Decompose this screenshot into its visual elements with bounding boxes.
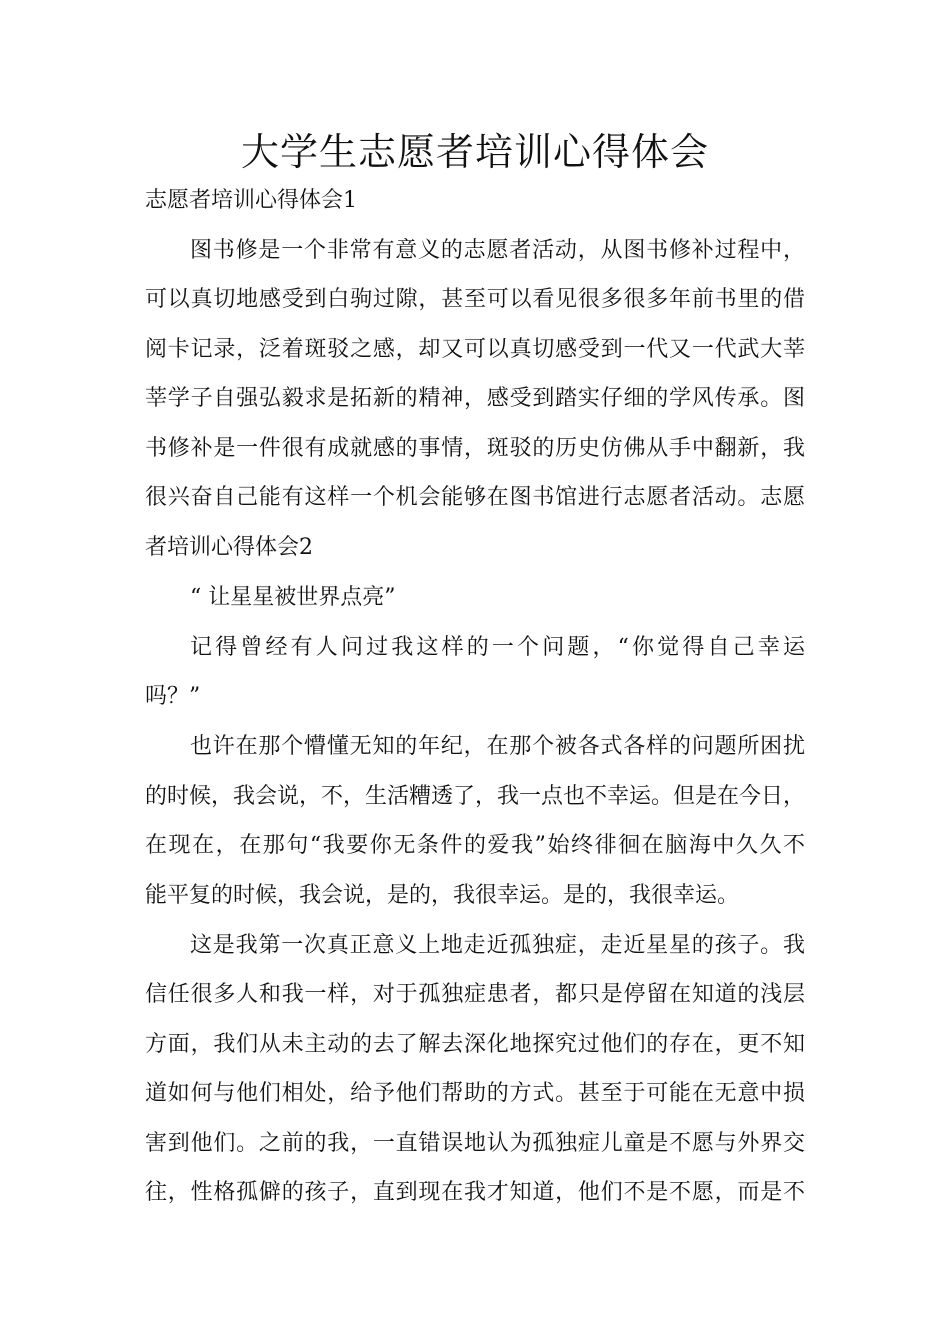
paragraph-line: 的时候，我会说，不，生活糟透了，我一点也不幸运。但是在今日，	[145, 784, 806, 809]
paragraph-line: 书修补是一件很有成就感的事情，斑驳的历史仿佛从手中翻新，我	[145, 436, 805, 461]
paragraph-line: 记得曾经有人问过我这样的一个问题，“你觉得自己幸运	[190, 635, 805, 660]
paragraph-line: 吗？”	[145, 684, 201, 709]
paragraph-line: 害到他们。之前的我，一直错误地认为孤独症儿童是不愿与外界交	[145, 1131, 805, 1156]
paragraph-line: 图书修是一个非常有意义的志愿者活动，从图书修补过程中，	[190, 238, 805, 263]
paragraph-line: 方面，我们从未主动的去了解去深化地探究过他们的存在，更不知	[145, 1032, 805, 1057]
paragraph-line: 这是我第一次真正意义上地走近孤独症，走近星星的孩子。我	[190, 933, 805, 958]
paragraph-line: 道如何与他们相处，给予他们帮助的方式。甚至于可能在无意中损	[145, 1081, 805, 1106]
paragraph-line: 也许在那个懵懂无知的年纪，在那个被各式各样的问题所困扰	[190, 734, 805, 759]
paragraph-line: 阅卡记录，泛着斑驳之感，却又可以真切感受到一代又一代武大莘	[145, 337, 805, 362]
paragraph-line: 很兴奋自己能有这样一个机会能够在图书馆进行志愿者活动。志愿	[145, 485, 805, 510]
document-title: 大学生志愿者培训心得体会	[240, 130, 709, 174]
paragraph-line: 往，性格孤僻的孩子，直到现在我才知道，他们不是不愿，而是不	[145, 1180, 805, 1205]
paragraph-line: 在现在，在那句“我要你无条件的爱我”始终徘徊在脑海中久久不	[145, 833, 805, 858]
paragraph-line: 可以真切地感受到白驹过隙，甚至可以看见很多很多年前书里的借	[145, 287, 805, 312]
subtitle-quote: “ 让星星被世界点亮”	[190, 585, 396, 610]
section-heading-1: 志愿者培训心得体会1	[145, 188, 357, 213]
paragraph-line: 莘学子自强弘毅求是拓新的精神，感受到踏实仔细的学风传承。图	[145, 386, 805, 411]
paragraph-line: 信任很多人和我一样，对于孤独症患者，都只是停留在知道的浅层	[145, 982, 805, 1007]
paragraph-line: 能平复的时候，我会说，是的，我很幸运。是的，我很幸运。	[145, 883, 740, 908]
section-heading-2: 者培训心得体会2	[145, 535, 313, 560]
